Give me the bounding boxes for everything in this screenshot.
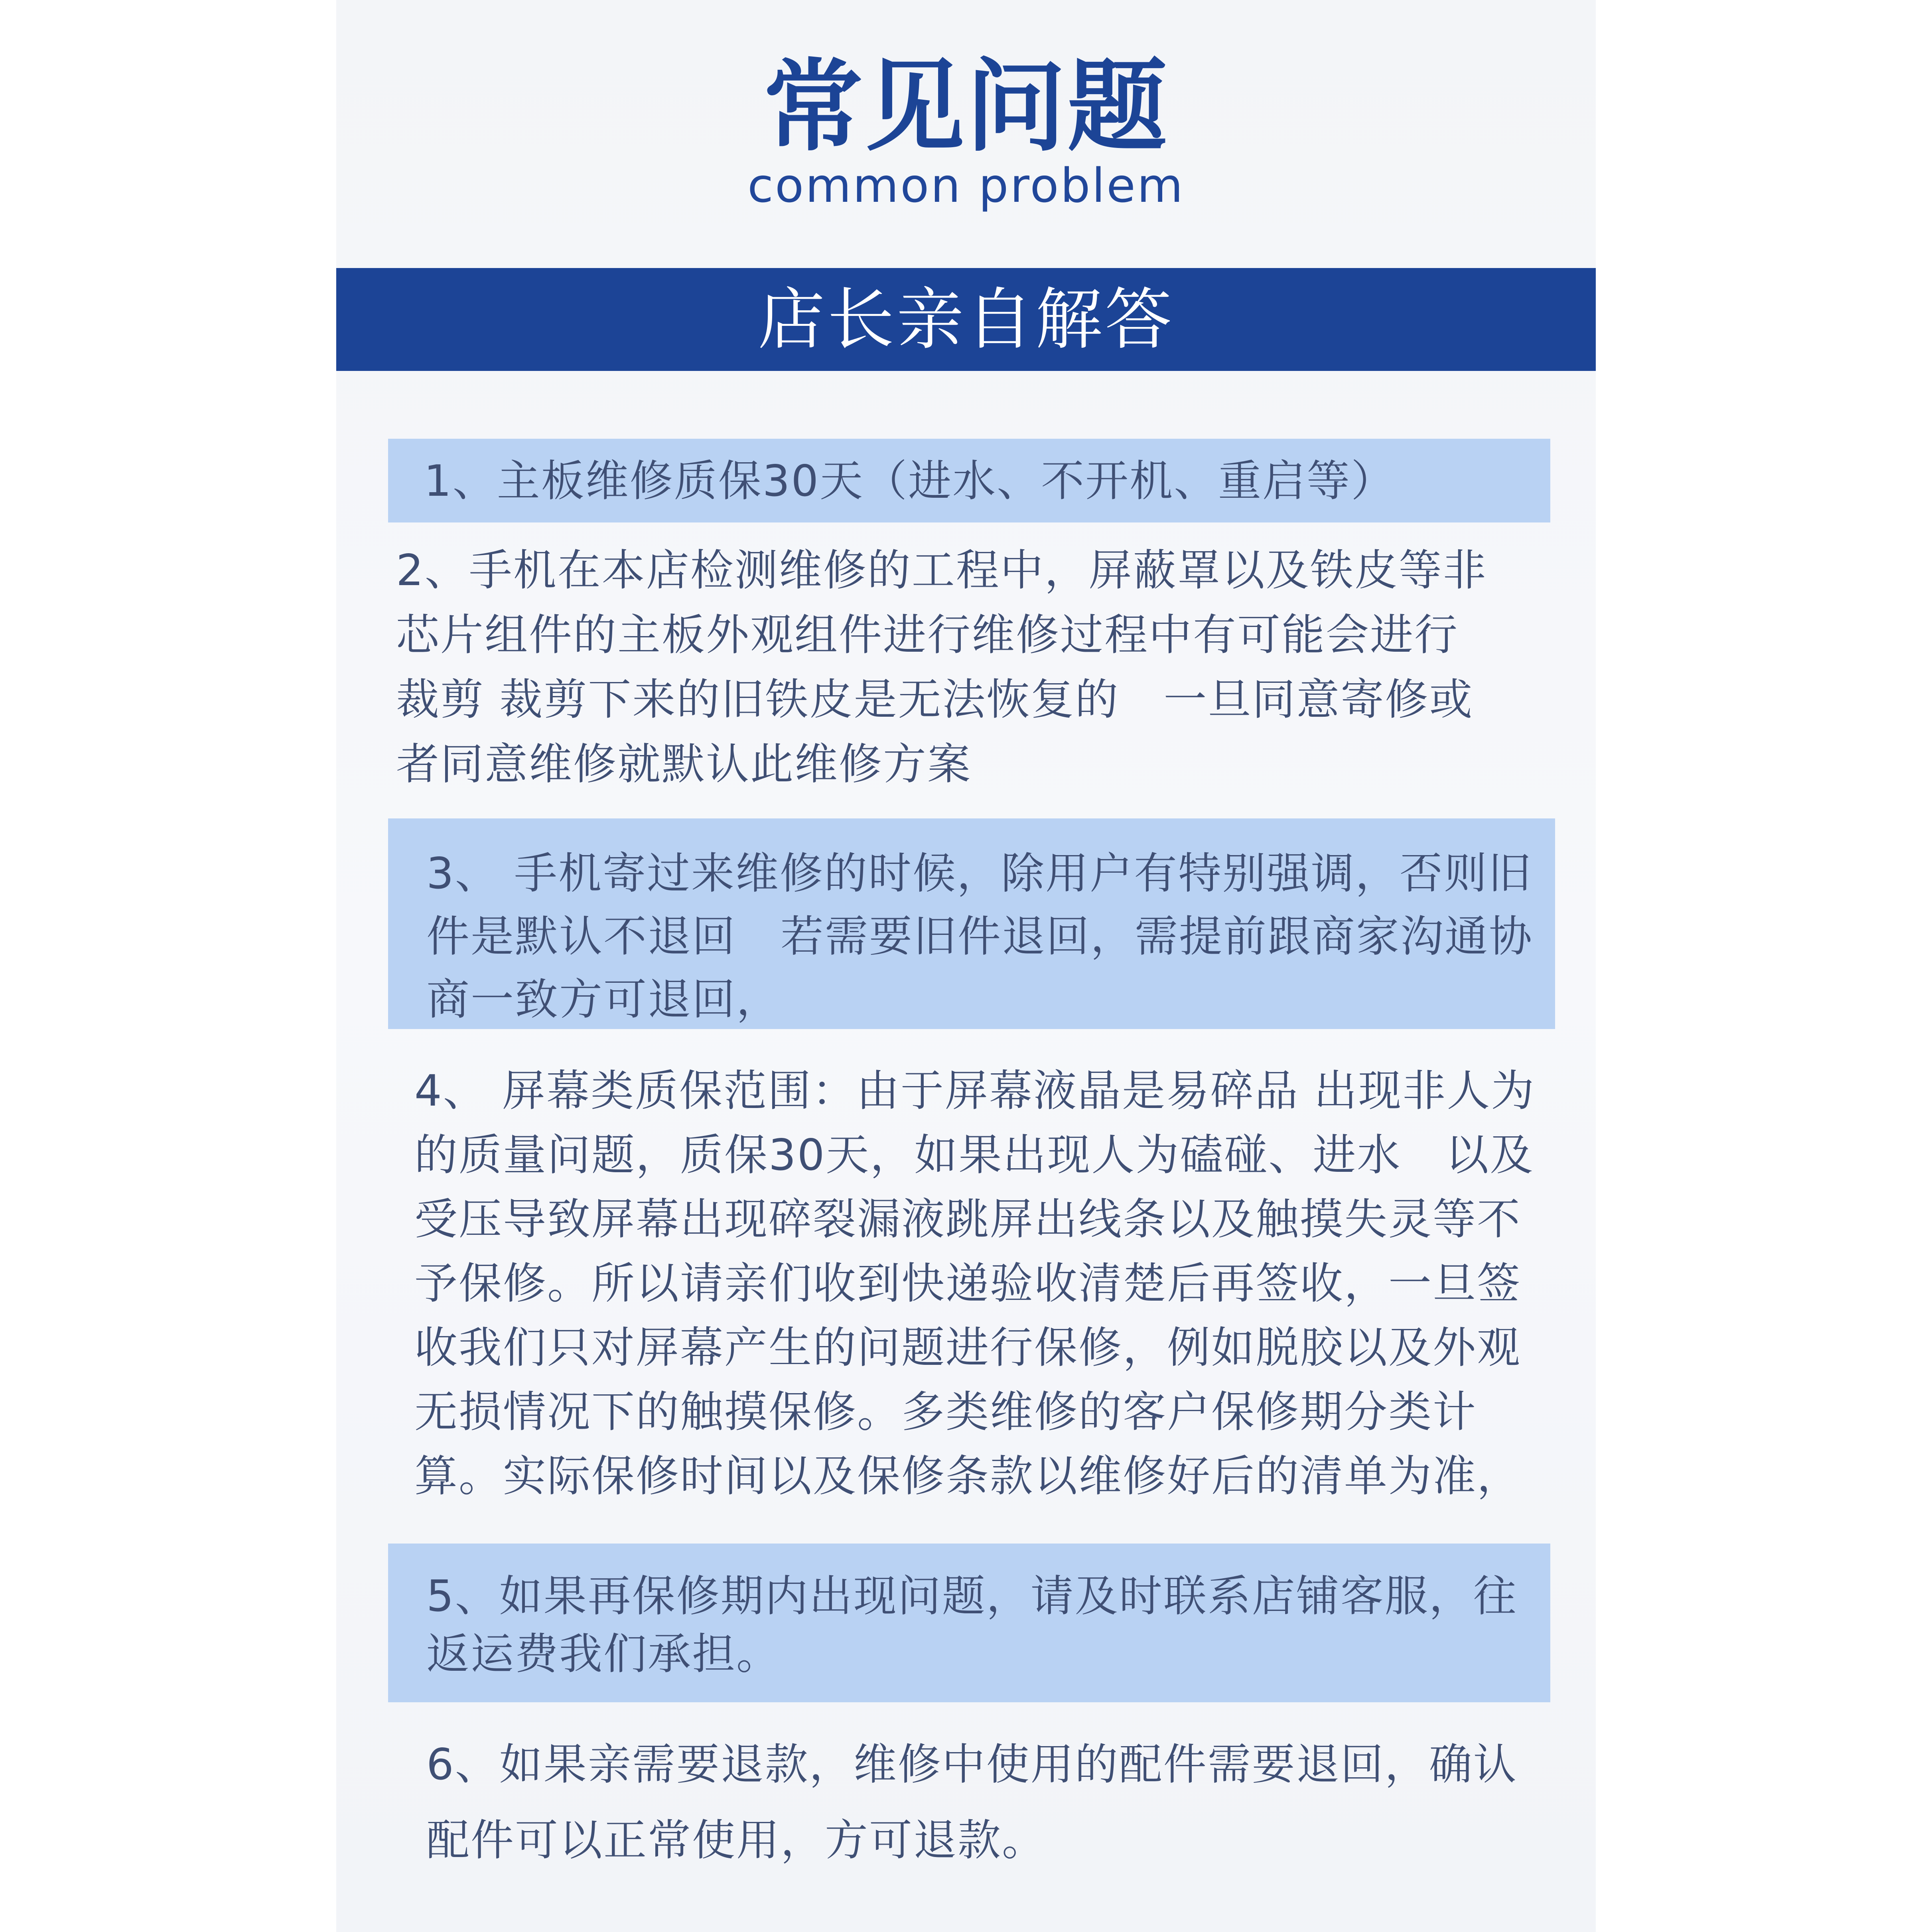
faq-page [336,0,1596,1932]
faq-item-2: 2、手机在本店检测维修的工程中，屏蔽罩以及铁皮等非芯片组件的主板外观组件进行维修过程中有可能会进行裁剪 裁剪下来的旧铁皮是无法恢复的 一旦同意寄修或者同意维修就默认此维修方案 [396,546,1487,789]
faq-item-6: 6、如果亲需要退款，维修中使用的配件需要退回，确认配件可以正常使用，方可退款。 [426,1740,1518,1865]
section-banner: 店长亲自解答 [336,268,1596,371]
faq-item-5: 5、如果再保修期内出现问题，请及时联系店铺客服，往返运费我们承担。 [388,1544,1550,1702]
faq-item-1: 1、主板维修质保30天（进水、不开机、重启等） [388,439,1550,522]
faq-item-3: 3、 手机寄过来维修的时候，除用户有特别强调，否则旧件是默认不退回 若需要旧件退回，需提前跟商家沟通协商一致方可退回， [388,818,1555,1029]
page-subtitle: common problem [747,158,1185,213]
page-title: 常见问题 [763,49,1169,165]
faq-item-4: 4、 屏幕类质保范围：由于屏幕液晶是易碎品 出现非人为的质量问题，质保30天，如果出现人为磕碰、进水 以及受压导致屏幕出现碎裂漏液跳屏出线条以及触摸失灵等不予保修。所以请亲们收到快递验收清楚后再签收，一旦签收我们只对屏幕产生的问题进行保修，例如脱胶以及外观无损情况下的触摸保修。多类维修的客户保修期分类计算。实际保修时间以及保修条款以维修好后的清单为准， [414,1066,1536,1501]
